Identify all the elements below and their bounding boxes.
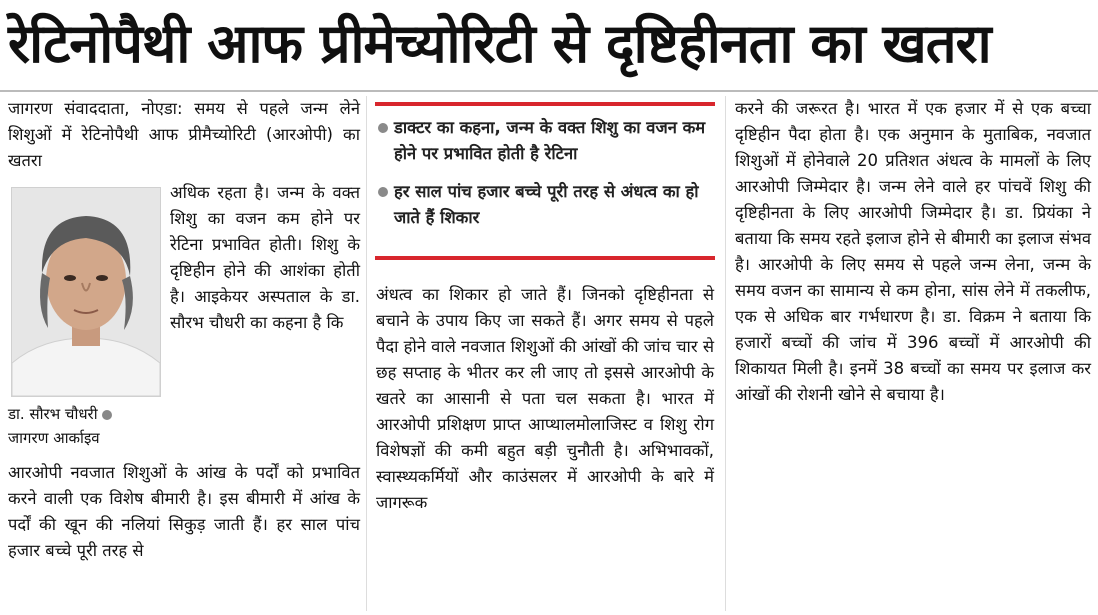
photo-caption	[8, 402, 168, 450]
article-column-3	[735, 96, 1091, 612]
highlight-top-rule	[375, 102, 715, 106]
article-text: जागरण संवाददाता, नोएडा: समय से पहले जन्म लेने शिशुओं में रेटिनोपैथी आफ प्रीमैच्योरिटी (आरओपी) का खतरा	[8, 99, 360, 170]
portrait-illustration	[12, 188, 160, 396]
caption-credit: जागरण आर्काइव	[8, 429, 100, 447]
highlight-text: डाक्टर का कहना, जन्म के वक्त शिशु का वजन कम होने पर प्रभावित होती है रेटिना	[394, 118, 706, 163]
article-text: अधिक रहता है। जन्म के वक्त शिशु का वजन कम होने पर रेटिना प्रभावित होती। शिशु के दृष्टिहीन होने की आशंका होती है। आइकेयर अस्पताल के डा. सौरभ चौधरी का कहना है कि	[170, 183, 360, 332]
highlight-item	[376, 179, 714, 231]
article-column-2	[376, 282, 714, 612]
caption-name: डा. सौरभ चौधरी	[8, 405, 98, 423]
column-divider	[725, 96, 726, 611]
article-text: अंधत्व का शिकार हो जाते हैं। जिनको दृष्टिहीनता से बचाने के उपाय किए जा सकते हैं। अगर समय से पहले पैदा होने वाले नवजात शिशुओं की आंखों की जांच चार से छह सप्ताह के भीतर कर ली जाए तो इससे आरओपी के खतरे का आसानी से पता चल सकता है। भारत में आरओपी प्रशिक्षण प्राप्त आप्थालमोलाजिस्ट व शिशु रोग विशेषज्ञों की कमी बहुत बड़ी चुनौती है। अभिभावकों, स्वास्थ्यकर्मियों और काउंसलर में आरओपी के बारे में जागरूक	[376, 285, 714, 512]
highlight-bottom-rule	[375, 256, 715, 260]
headline: रेटिनोपैथी आफ प्रीमेच्योरिटी से दृष्टिहीनता का खतरा	[8, 12, 991, 75]
highlight-text: हर साल पांच हजार बच्चे पूरी तरह से अंधत्व का हो जाते हैं शिकार	[394, 182, 699, 227]
article-text-beside-photo	[170, 180, 360, 458]
bullet-icon	[102, 410, 112, 420]
article-intro	[8, 96, 360, 176]
article-text: करने की जरूरत है। भारत में एक हजार में से एक बच्चा दृष्टिहीन पैदा होता है। एक अनुमान के मुताबिक, नवजात शिशुओं में होनेवाले 20 प्रतिशत अंधत्व के मामलों के लिए आरओपी जिम्मेदार है। जन्म लेने वाले हर पांचवें शिशु की दृष्टिहीनता के लिए आरओपी जिम्मेदार है। डा. प्रियंका ने बताया कि समय रहते इलाज होने से बीमारी का इलाज संभव है। आरओपी के लिए समय से पहले जन्म लेना, जन्म के समय वजन का सामान्य से कम होना, सांस लेने में तकलीफ, एक से अधिक बार गर्भधारण है। डा. विक्रम ने बताया कि हजारों बच्चों की जांच में 396 बच्चों में आरओपी की शिकायत मिली है। इनमें 38 बच्चों का समय पर इलाज कर आंखों की रोशनी खोने से बचाया है।	[735, 99, 1091, 404]
portrait-photo	[11, 187, 161, 397]
column-divider	[366, 96, 367, 611]
bullet-icon	[378, 187, 388, 197]
article-text-continued	[8, 460, 360, 610]
highlights-box	[376, 115, 714, 243]
article-text: आरओपी नवजात शिशुओं के आंख के पर्दों को प्रभावित करने वाली एक विशेष बीमारी है। इस बीमारी में आंख के पर्दों की खून की नलियां सिकुड़ जाती हैं। हर साल पांच हजार बच्चे पूरी तरह से	[8, 463, 360, 560]
bullet-icon	[378, 123, 388, 133]
headline-divider	[0, 90, 1098, 92]
highlight-item	[376, 115, 714, 167]
